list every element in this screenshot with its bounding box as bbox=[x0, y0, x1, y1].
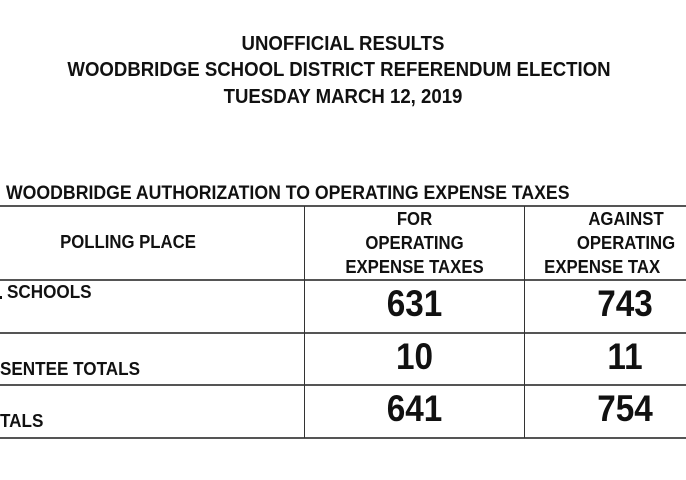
clipped-glyph bbox=[0, 296, 2, 299]
against-count: 743 bbox=[597, 283, 653, 324]
header-against-line: AGAINST bbox=[588, 209, 664, 229]
row-label: SENTEE TOTALS bbox=[0, 359, 140, 379]
header-for-line: EXPENSE TAXES bbox=[345, 257, 484, 277]
table-bottom-rule bbox=[0, 437, 686, 439]
column-divider bbox=[304, 206, 305, 438]
row-label: SCHOOLS bbox=[7, 282, 92, 302]
for-count: 10 bbox=[395, 336, 434, 377]
for-count: 631 bbox=[386, 283, 443, 324]
results-heading: UNOFFICIAL RESULTS bbox=[241, 33, 445, 55]
against-count: 11 bbox=[607, 336, 643, 377]
header-for-line: FOR bbox=[396, 209, 433, 229]
column-divider bbox=[524, 206, 525, 438]
against-count: 754 bbox=[597, 388, 653, 429]
header-for bbox=[313, 207, 517, 279]
election-date-heading: TUESDAY MARCH 12, 2019 bbox=[223, 86, 463, 108]
section-title: WOODBRIDGE AUTHORIZATION TO OPERATING EXPENSE TAXES bbox=[6, 183, 570, 204]
header-against-line: OPERATING bbox=[576, 233, 676, 253]
election-name-heading: WOODBRIDGE SCHOOL DISTRICT REFERENDUM ELECTION bbox=[67, 59, 611, 81]
header-against-line: EXPENSE TAX bbox=[544, 257, 661, 277]
header-polling-place: POLLING PLACE bbox=[60, 232, 196, 252]
row-rule bbox=[0, 384, 686, 386]
header-bottom-rule bbox=[0, 279, 686, 281]
row-label: TALS bbox=[0, 411, 44, 431]
for-count: 641 bbox=[386, 388, 443, 429]
header-for-line: OPERATING bbox=[365, 233, 464, 253]
header-against bbox=[542, 207, 686, 279]
row-rule bbox=[0, 332, 686, 334]
